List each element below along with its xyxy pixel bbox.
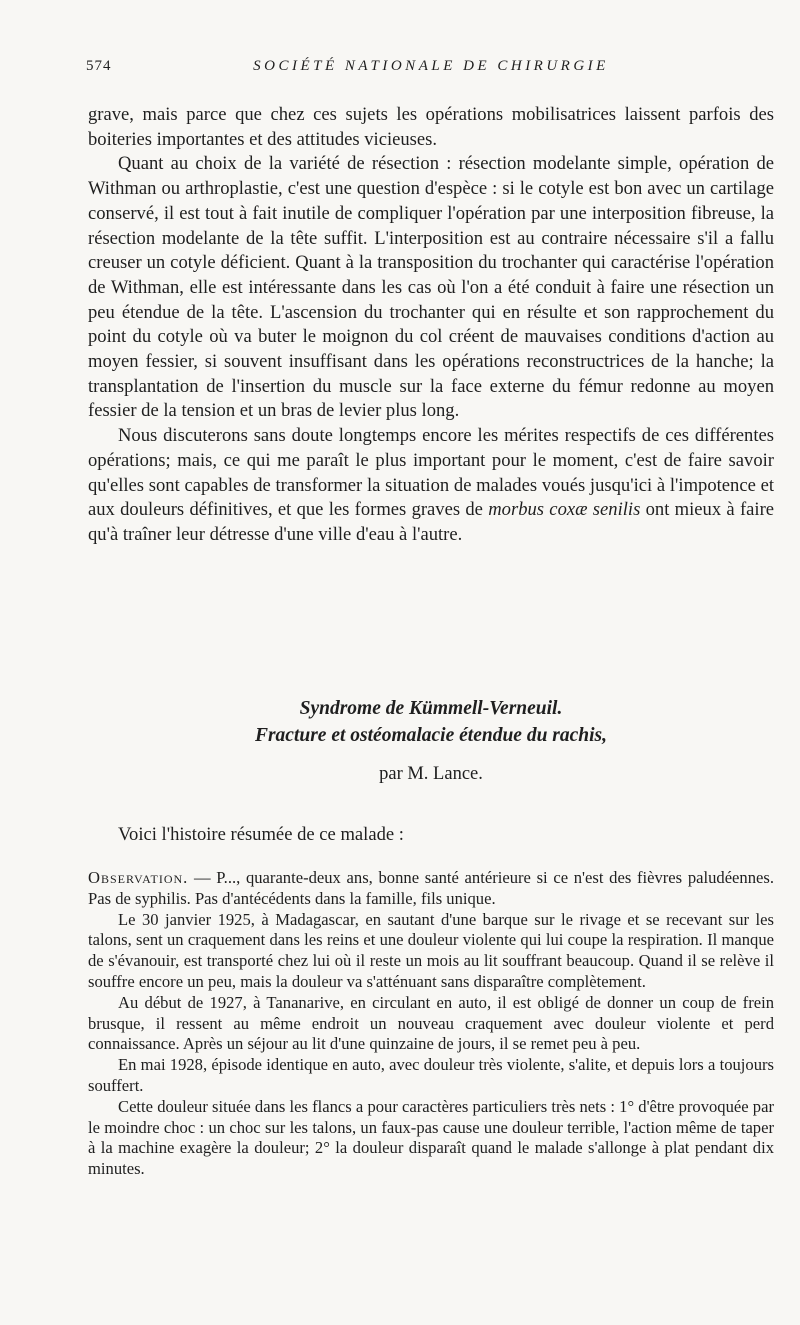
page-number: 574 [86, 58, 112, 74]
paragraph-3 [88, 424, 774, 548]
article-title [88, 695, 774, 749]
paragraph-3-end: ont mieux à faire qu'à traîner leur détresse d'une ville d'eau à l'autre. [88, 499, 775, 545]
observation-paragraph-1 [88, 868, 774, 910]
running-title: SOCIÉTÉ NATIONALE DE CHIRURGIE [253, 58, 609, 74]
observation-label: Observation. [88, 868, 189, 887]
observation-paragraph-4: En mai 1928, épisode identique en auto, avec douleur très violente, s'alite, et depuis lors a toujours souffert. [88, 1055, 774, 1095]
observation-paragraph-2: Le 30 janvier 1925, à Madagascar, en sautant d'une barque sur le rivage et se recevant sur les talons, sent un craquement dans les reins et une douleur violente qui lui coupe la respiration. Il manque de s'évanouir, est transporté chez lui où il reste un mois au lit souffrant beaucoup. Quand il se relève il souffre encore un peu, mais la douleur va s'atténuant sans disparaître complètement. [88, 909, 774, 991]
article-title-line-2: Fracture et ostéomalacie étendue du rachis, [254, 725, 608, 746]
observation-text-1: — P..., quarante-deux ans, bonne santé antérieure si ce n'est des fièvres paludéennes. Pas de syphilis. Pas d'antécédents dans la famille, fils unique. [88, 868, 774, 908]
article-author: par M. Lance. [379, 764, 483, 784]
observation-section [88, 868, 774, 1180]
page-header [88, 58, 774, 80]
latin-term: morbus coxæ senilis [488, 499, 641, 521]
article-intro: Voici l'histoire résumée de ce malade : [118, 824, 404, 845]
paragraph-2: Quant au choix de la variété de résection : résection modelante simple, opération de Withman ou arthroplastie, c'est une question d'espèce : si le cotyle est bon avec un cartilage conservé, il est tout à fait inutile de compliquer l'opération par une interposition fibreuse, la résection modelante de la tête suffit. L'interposition est au contraire nécessaire s'il a fallu creuser un cotyle déficient. Quant à la transposition du trochanter qui caractérise l'opération de Withman, elle est intéressante dans les cas où l'on a été conduit à faire une résection un peu étendue de la tête. L'ascension du trochanter qui en résulte et son rapprochement du point du cotyle où va buter le moignon du col créent de mauvaises conditions d'action au moyen fessier, si souvent insuffisant dans les opérations reconstructrices de la hanche; la transplantation de l'insertion du muscle sur la face externe du fémur redonne au moyen fessier de la tension et un bras de levier plus long. [88, 153, 774, 422]
paragraph-3-start: Nous discuterons sans doute longtemps encore les mérites respectifs de ces différentes opérations; mais, ce qui me paraît le plus important pour le moment, c'est de faire savoir qu'elles sont capables de transformer la situation de malades voués jusqu'ici à l'impotence et aux douleurs définitives, et que les formes graves de [88, 425, 774, 521]
observation-paragraph-5: Cette douleur située dans les flancs a pour caractères particuliers très nets : 1° d'être provoquée par le moindre choc : un choc sur les talons, un faux-pas cause une douleur terrible, l'action même de taper à la machine exagère la douleur; 2° la douleur disparaît quand le malade s'allonge à plat pendant dix minutes. [88, 1096, 774, 1179]
observation-paragraph-3: Au début de 1927, à Tananarive, en circulant en auto, il est obligé de donner un coup de frein brusque, il ressent au même endroit un nouveau craquement avec douleur violente et perd connaissance. Après un séjour au lit d'une quinzaine de jours, il se remet peu à peu. [88, 992, 774, 1054]
main-text [88, 103, 774, 548]
article-title-line-1: Syndrome de Kümmell-Verneuil. [299, 698, 563, 719]
paragraph-1: grave, mais parce que chez ces sujets les opérations mobilisatrices laissent parfois des boiteries importantes et des attitudes vicieuses. [88, 104, 774, 150]
